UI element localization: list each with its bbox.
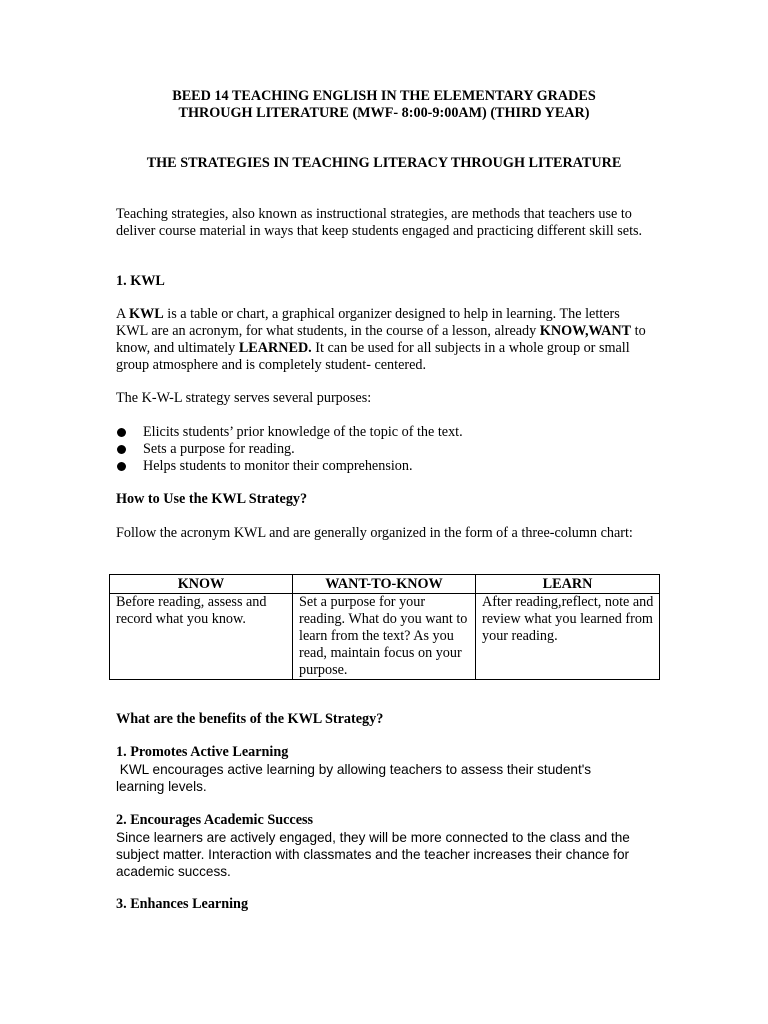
list-item	[116, 458, 656, 475]
kwl-def-text-2: is a table or chart, a graphical organizer designed to help in learning. The letters KWL are an acronym, for what students, in the course of a lesson, already	[116, 306, 620, 339]
kwl-def-text-1: A	[116, 306, 130, 322]
bullet-icon	[117, 462, 126, 471]
list-item	[116, 424, 656, 441]
table-header-row	[110, 575, 660, 594]
benefit-title: 1. Promotes Active Learning	[116, 744, 289, 760]
bullet-icon	[117, 445, 126, 454]
how-to-heading: How to Use the KWL Strategy?	[116, 491, 308, 507]
benefit-text: KWL encourages active learning by allowing teachers to assess their student's learning levels.	[116, 762, 595, 794]
kwl-table	[109, 574, 660, 680]
table-cell-learn: After reading,reflect, note and review what you learned from your reading.	[476, 594, 660, 680]
benefit-title: 2. Encourages Academic Success	[116, 812, 314, 828]
kwl-def-bold-3: LEARNED.	[238, 340, 312, 356]
section-title: THE STRATEGIES IN TEACHING LITERACY THROUGH LITERATURE	[146, 155, 622, 171]
benefit-title: 3. Enhances Learning	[116, 896, 249, 912]
purposes-intro: The K-W-L strategy serves several purposes:	[116, 390, 372, 406]
table-header-want-to-know: WANT-TO-KNOW	[293, 575, 476, 594]
list-item-text: Sets a purpose for reading.	[143, 441, 295, 457]
table-cell-know: Before reading, assess and record what you know.	[110, 594, 293, 680]
table-header-learn: LEARN	[476, 575, 660, 594]
course-title-line-2: THROUGH LITERATURE (MWF- 8:00-9:00AM) (THIRD YEAR)	[178, 105, 590, 121]
table-header-know: KNOW	[110, 575, 293, 594]
kwl-def-text-3: to know, and ultimately	[116, 323, 646, 356]
kwl-def-bold-1: KWL	[129, 306, 164, 322]
benefits-heading: What are the benefits of the KWL Strategy?	[116, 711, 384, 727]
purposes-list	[116, 424, 656, 475]
list-item-text: Elicits students’ prior knowledge of the topic of the text.	[143, 424, 463, 440]
kwl-heading: 1. KWL	[116, 273, 165, 289]
benefit-text: Since learners are actively engaged, they will be more connected to the class and the subject matter. Interaction with classmates and the teacher increases their chance for academic success.	[116, 830, 630, 879]
course-title-line-1: BEED 14 TEACHING ENGLISH IN THE ELEMENTARY GRADES	[172, 88, 596, 104]
how-to-paragraph: Follow the acronym KWL and are generally organized in the form of a three-column chart:	[116, 525, 633, 541]
table-cell-want-to-know: Set a purpose for your reading. What do you want to learn from the text? As you read, maintain focus on your purpose.	[293, 594, 476, 680]
intro-paragraph: Teaching strategies, also known as instructional strategies, are methods that teachers use to deliver course material in ways that keep students engaged and practicing different skill sets.	[116, 206, 643, 239]
bullet-icon	[117, 428, 126, 437]
list-item-text: Helps students to monitor their comprehension.	[143, 458, 413, 474]
list-item	[116, 441, 656, 458]
kwl-def-text-4: It can be used for all subjects in a whole group or small group atmosphere and is completely student- centered.	[116, 340, 630, 373]
kwl-def-bold-2: KNOW,WANT	[539, 323, 632, 339]
kwl-definition-paragraph	[116, 306, 646, 374]
table-row	[110, 594, 660, 680]
